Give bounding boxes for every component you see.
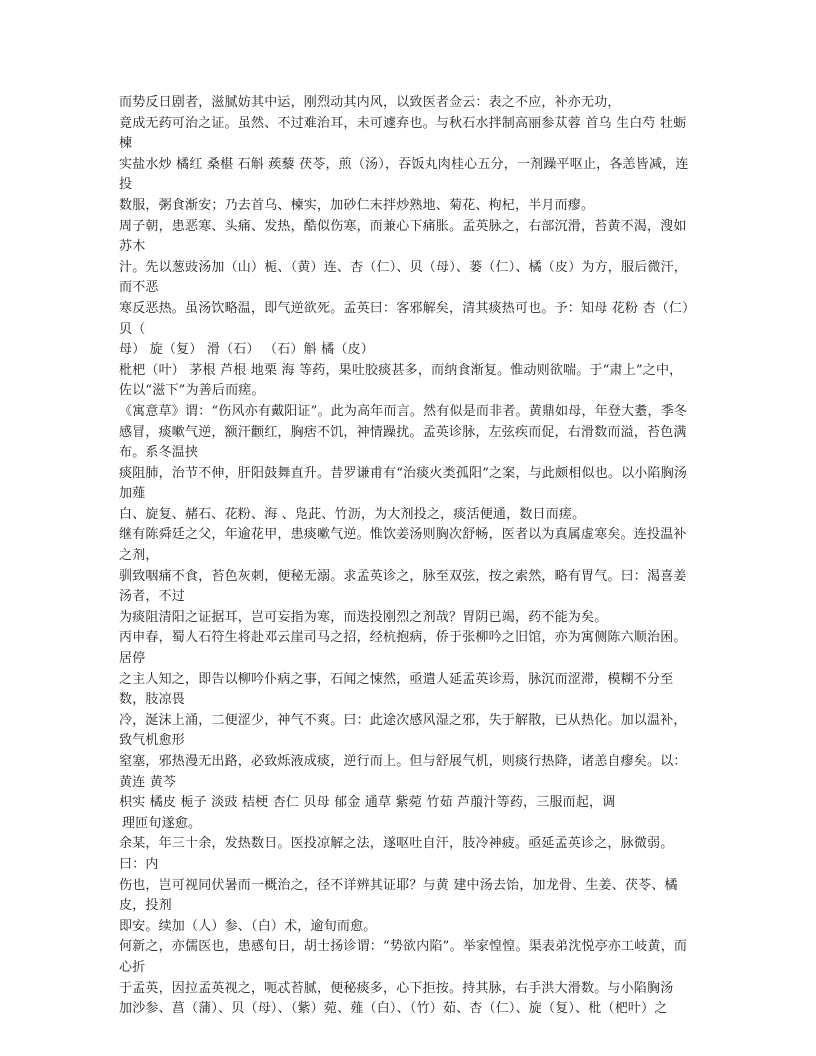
text-line: 丙申春，蜀人石符生将赴邓云崖司马之招，经杭抱病，侨于张柳吟之旧馆，亦为寓侧陈六顺治困。居停 bbox=[119, 630, 687, 667]
text-line: 白、旋复、赭石、花粉、海 、凫茈、竹沥，为大剂投之，痰活便通，数日而瘥。 bbox=[119, 506, 586, 522]
text-line: 加沙参、菖（蒲）、贝（母）、（紫）菀、薤（白）、（竹）茹、杏（仁）、旋（复）、枇（杷叶）之 bbox=[119, 1001, 668, 1017]
text-line: 何新之，亦儒医也，患感旬日，胡士扬诊谓：“势欲内陷”。举家惶惶。渠表弟沈悦亭亦工岐黄，而心折 bbox=[119, 939, 688, 975]
text-line: 即安。续加（人）参、（白）术，逾旬而愈。 bbox=[119, 918, 377, 934]
text-line: 竟成无药可治之证。虽然、不过难治耳，未可遽弃也。与秋石水拌制高丽参苁蓉 首乌 生白芍 牡蛎 楝 bbox=[119, 115, 687, 152]
text-line: 寒反恶热。虽汤饮略温，即气逆欲死。孟英曰：客邪解矣，清其痰热可也。予：知母 花粉 杏（仁） 贝（ bbox=[119, 300, 696, 337]
text-line: 母） 旋（复） 滑（石） （石）斛 橘（皮） bbox=[119, 342, 374, 358]
document-page bbox=[119, 93, 697, 1020]
text-line: 理匝旬遂愈。 bbox=[122, 815, 202, 831]
text-line: 继有陈舜廷之父，年逾花甲，患痰嗽气逆。惟饮姜汤则胸次舒畅，医者以为真属虚寒矣。连投温补之剂， bbox=[119, 527, 687, 564]
text-line: 为痰阻清阳之证据耳，岂可妄指为寒，而迭投刚烈之剂哉？胃阴已竭，药不能为矣。 bbox=[119, 609, 608, 625]
text-line: 汁。先以葱豉汤加（山）栀、（黄）连、杏（仁）、贝（母）、蒌（仁）、橘（皮）为方，服后微汗，而不恶 bbox=[119, 259, 688, 296]
text-line: 窒塞，邪热漫无出路，必致烁液成痰，逆行而上。但与舒展气机，则痰行热降，诸恙自瘳矣。以：黄连 黄芩 bbox=[119, 754, 687, 790]
text-line: 之主人知之，即告以柳吟仆病之事，石闻之悚然，亟遣人延孟英诊焉，脉沉而涩滞，模糊不分至数，肢凉畏 bbox=[119, 671, 674, 708]
text-line: 周子朝，患恶寒、头痛、发热，酷似伤寒，而兼心下痛胀。孟英脉之，右部沉滑，苔黄不渴，溲如苏木 bbox=[119, 218, 687, 255]
text-line: 《寓意草》谓：“伤风亦有戴阳证”。此为高年而言。然有似是而非者。黄鼎如母，年登大耋，季冬感冒，痰嗽气逆，额汗颧红，胸痞不饥，神情躁扰。孟英诊脉，左弦疾而促，右滑数而溢，苔色满布。系冬温挟 bbox=[119, 403, 688, 461]
text-line: 伤也，岂可视同伏暑而一概治之，径不详辨其证耶？与黄 建中汤去饴，加龙骨、生姜、茯苓、橘皮，投剂 bbox=[119, 877, 678, 914]
text-line: 于孟英，因拉孟英视之，呃忒苔腻，便秘痰多，心下拒按。持其脉，右手洪大滑数。与小陷胸汤 bbox=[119, 980, 674, 996]
text-line: 驯致咽痛不食，苔色灰刺，便秘无溺。求孟英诊之，脉至双弦，按之索然，略有胃气。曰：渴喜姜汤者，不过 bbox=[119, 568, 687, 605]
text-line: 而势反日剧者，滋腻妨其中运，刚烈动其内风，以致医者佥云：表之不应，补亦无功， bbox=[119, 95, 621, 110]
text-line: 实盐水炒 橘红 桑椹 石斛 蒺藜 茯苓，煎（汤），吞饭丸肉桂心五分，一剂躁平呕止，各恙皆减，连投 bbox=[119, 156, 689, 193]
text-line: 数服，粥食渐安；乃去首乌、楝实，加砂仁末拌炒熟地、菊花、枸杞，半月而瘳。 bbox=[119, 197, 595, 213]
text-line: 枳实 橘皮 栀子 淡豉 桔梗 杏仁 贝母 郁金 通草 紫菀 竹茹 芦菔汁等药，三服而起，调 bbox=[119, 795, 616, 811]
text-line: 冷，涎沫上涌，二便涩少，神气不爽。曰：此途次感风湿之邪，失于解散，已从热化。加以温补，致气机愈形 bbox=[119, 712, 687, 749]
text-line: 枇杷（叶） 茅根 芦根 地栗 海 等药，果吐胶痰甚多，而纳食渐复。惟动则欲喘。于“肃上”之中， bbox=[119, 362, 683, 378]
text-line: 佐以“滋下”为善后而瘥。 bbox=[119, 383, 265, 399]
text-line: 余某，年三十余，发热数日。医投凉解之法，遂呕吐自汗，肢冷神疲。亟延孟英诊之，脉微弱。曰：内 bbox=[119, 836, 674, 872]
text-line: 痰阻肺，治节不伸，肝阳鼓舞直升。昔罗谦甫有“治痰火类孤阳”之案，与此颇相似也。以小陷胸汤加薤 bbox=[119, 465, 688, 502]
